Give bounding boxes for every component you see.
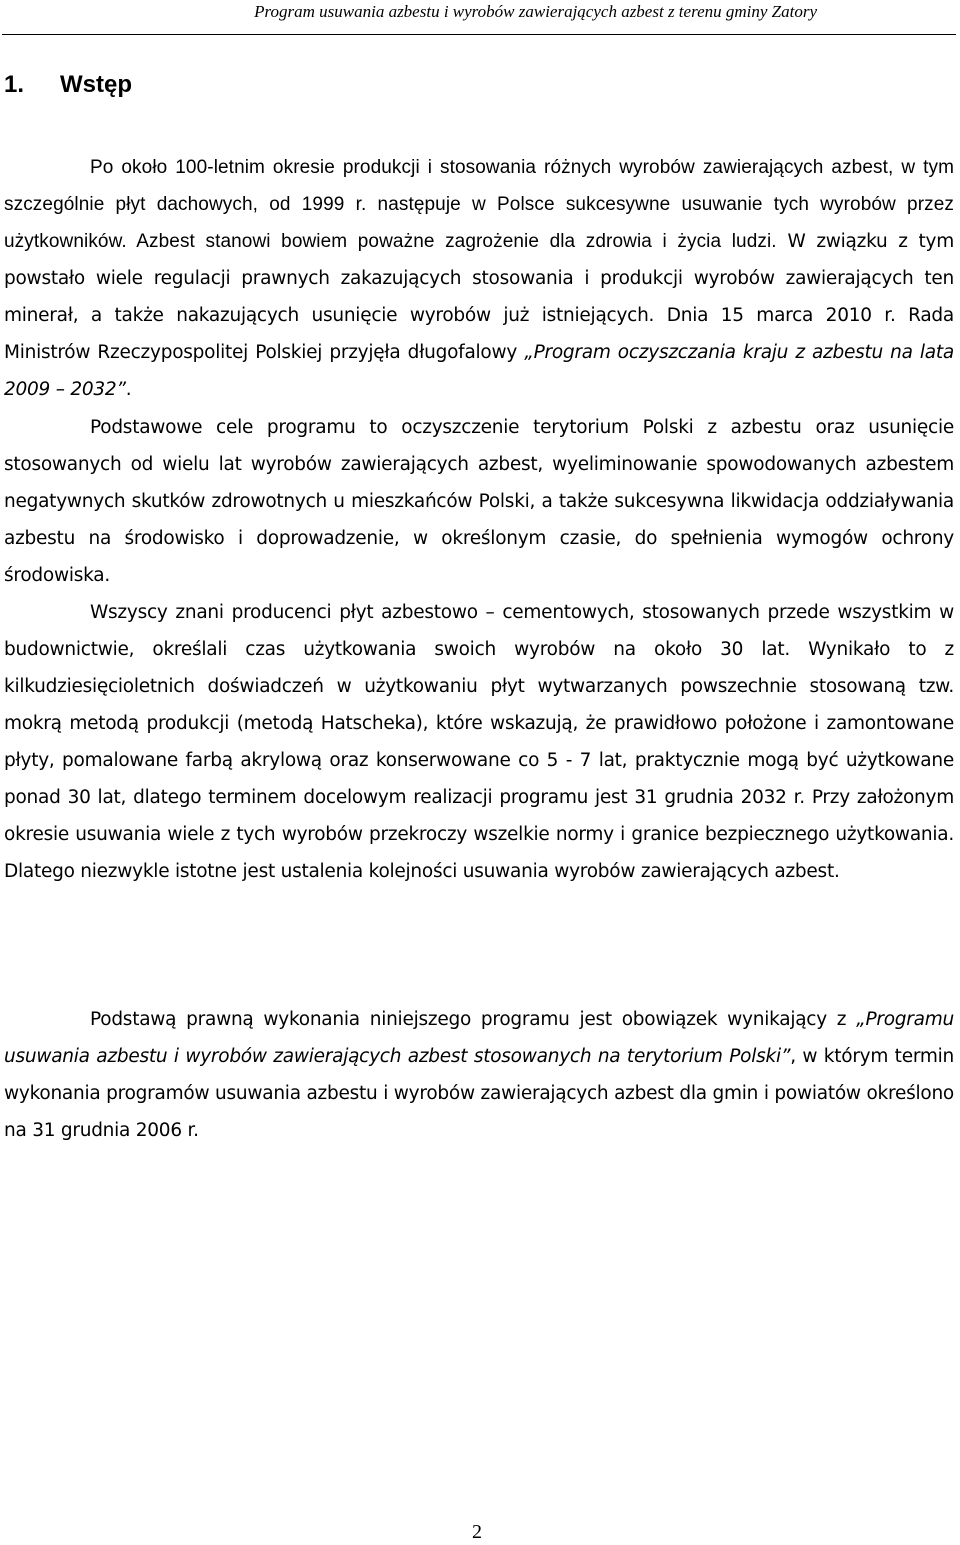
running-header: Program usuwania azbestu i wyrobów zawierających azbest z terenu gminy Zatory xyxy=(254,2,817,21)
paragraph-goals: Podstawowe cele programu to oczyszczenie terytorium Polski z azbestu oraz usunięcie stosowanych od wielu lat wyrobów zawierających azbest, wyeliminowanie spowodowanych azbestem negatywnych skutków zdrowotnych u mieszkańców Polski, a także sukcesywna likwidacja oddziaływania azbestu na środowisko i doprowadzenie, w określonym czasie, do spełnienia wymogów ochrony środowiska. xyxy=(4,417,954,586)
program-title-national: „Programu usuwania azbestu i wyrobów zawierających azbest stosowanych na terytorium Polski” xyxy=(4,1009,954,1067)
paragraph-legal-part-c: , w którym termin wykonania programów usuwania azbestu i wyrobów zawierających azbest dla gmin i powiatów określono na 31 grudnia 2006 r. xyxy=(4,1046,954,1141)
paragraph-intro-part-a: Po około 100-letnim okresie produkcji i stosowania różnych wyrobów zawierających azbest, w tym szczególnie płyt dachowych, od 1999 r. następuje w Polsce sukcesywne usuwanie tych wyrobów przez użytkowników. Azbest stanowi bowiem poważne zagrożenie dla zdrowia i życia ludzi. xyxy=(4,157,954,252)
page-number: 2 xyxy=(472,1521,482,1543)
paragraph-legal-part-a: Podstawą prawną wykonania niniejszego programu jest obowiązek wynikający z xyxy=(90,1009,857,1030)
paragraph-producers: Wszyscy znani producenci płyt azbestowo – cementowych, stosowanych przede wszystkim w budownictwie, określali czas użytkowania swoich wyrobów na około 30 lat. Wynikało to z kilkudziesięcioletnich doświadczeń w użytkowaniu płyt wytwarzanych powszechnie stosowaną tzw. mokrą metodą produkcji (metodą Hatscheka), które wskazują, że prawidłowo położone i zamontowane płyty, pomalowane farbą akrylową oraz konserwowane co 5 - 7 lat, praktycznie mogą być użytkowane ponad 30 lat, dlatego terminem docelowym realizacji programu jest 31 grudnia 2032 r. Przy założonym okresie usuwania wiele z tych wyrobów przekroczy wszelkie normy i granice bezpiecznego użytkowania. Dlatego niezwykle istotne jest ustalenia kolejności usuwania wyrobów zawierających azbest. xyxy=(4,602,954,882)
paragraph-intro-part-d: . xyxy=(125,379,132,400)
section-number: 1. xyxy=(4,71,25,98)
paragraph-intro xyxy=(4,149,954,408)
paragraph-intro-part-b: W związku z tym powstało wiele regulacji prawnych zakazujących stosowania i produkcji wyrobów zawierających ten minerał, a także nakazujących usunięcie wyrobów już istniejących. Dnia 15 marca 2010 r. Rada Ministrów Rzeczypospolitej Polskiej przyjęła długofalowy xyxy=(4,231,955,363)
paragraph-legal-basis xyxy=(4,1001,954,1149)
header-rule xyxy=(2,34,956,35)
section-title: Wstęp xyxy=(60,71,132,98)
section-heading xyxy=(4,70,132,100)
program-title-2009-2032: „Program oczyszczania kraju z azbestu na lata 2009 – 2032” xyxy=(4,342,954,400)
